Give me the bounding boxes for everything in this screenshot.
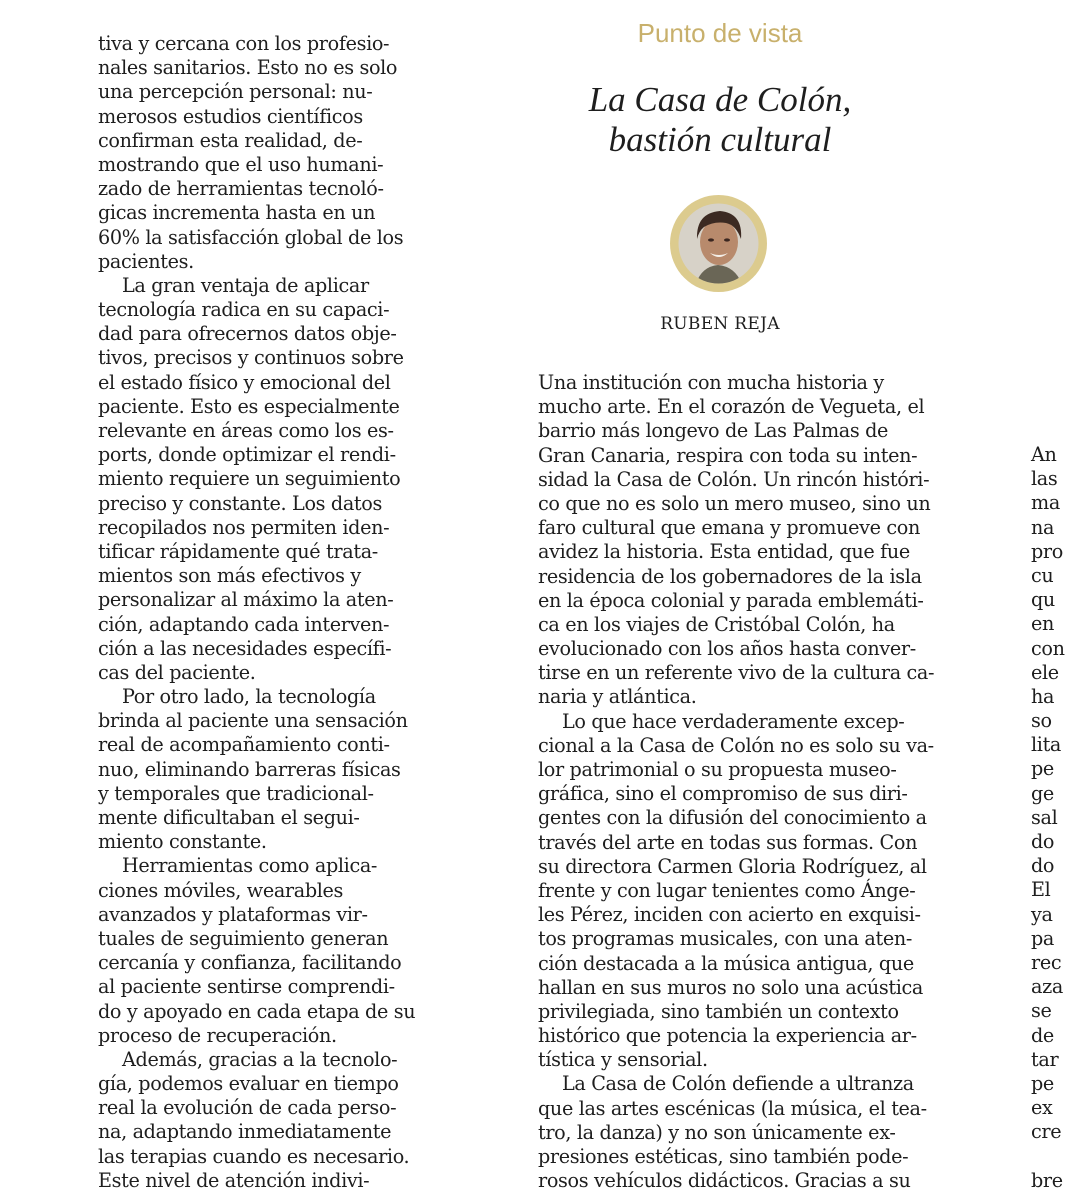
main-article-body bbox=[538, 371, 935, 1193]
left-column-line: La gran ventaja de aplicar bbox=[122, 273, 369, 297]
body-line: tística y sensorial. bbox=[538, 1048, 708, 1072]
right-column-line: qu bbox=[1031, 588, 1055, 612]
right-column-line: cre bbox=[1031, 1120, 1062, 1144]
right-column-line: pe bbox=[1031, 757, 1054, 781]
body-line: privilegiada, sino también un contexto bbox=[538, 999, 899, 1023]
left-column-line: al paciente sentirse comprendi- bbox=[98, 975, 395, 999]
body-line: tro, la danza) y no son únicamente ex- bbox=[538, 1120, 896, 1144]
headline-line-1: La Casa de Colón, bbox=[588, 80, 852, 119]
right-column-line: ele bbox=[1031, 660, 1059, 684]
body-line: faro cultural que emana y promueve con bbox=[538, 516, 921, 540]
body-line: residencia de los gobernadores de la isla bbox=[538, 564, 922, 588]
left-column-line: ciones móviles, wearables bbox=[98, 878, 344, 902]
left-column-line: cas del paciente. bbox=[98, 660, 256, 684]
body-line: hallan en sus muros no solo una acústica bbox=[538, 975, 924, 999]
left-column-line: Además, gracias a la tecnolo- bbox=[122, 1047, 398, 1071]
left-column-line: una percepción personal: nu- bbox=[98, 80, 373, 104]
body-line: Lo que hace verdaderamente excep- bbox=[562, 709, 905, 733]
left-column-line: las terapias cuando es necesario. bbox=[98, 1144, 410, 1168]
right-column-line: cu bbox=[1031, 563, 1054, 587]
left-column-line: gía, podemos evaluar en tiempo bbox=[98, 1072, 399, 1096]
body-line: tirse en un referente vivo de la cultura ca- bbox=[538, 661, 935, 685]
body-line: avidez la historia. Esta entidad, que fue bbox=[538, 540, 910, 564]
left-column-line: merosos estudios científicos bbox=[98, 104, 363, 128]
body-line: La Casa de Colón defiende a ultranza bbox=[562, 1072, 914, 1096]
left-column-line: nales sanitarios. Esto no es solo bbox=[98, 56, 398, 80]
left-column-line: y temporales que tradicional- bbox=[98, 781, 374, 805]
left-column-line: zado de herramientas tecnoló- bbox=[98, 177, 384, 201]
body-line: gráfica, sino el compromiso de sus diri- bbox=[538, 782, 908, 806]
right-column-line: ha bbox=[1031, 684, 1055, 708]
body-line: sidad la Casa de Colón. Un rincón históri- bbox=[538, 467, 930, 491]
left-column-line: confirman esta realidad, de- bbox=[98, 128, 363, 152]
right-column-line: aza bbox=[1031, 975, 1063, 999]
left-column-line: na, adaptando inmediatamente bbox=[98, 1120, 392, 1144]
left-column-line: mostrando que el uso humani- bbox=[98, 152, 384, 176]
left-column-line: dad para ofrecernos datos obje- bbox=[98, 322, 397, 346]
right-column-line: tar bbox=[1031, 1047, 1059, 1071]
body-line: que las artes escénicas (la música, el tea- bbox=[538, 1096, 927, 1120]
right-article-column-cropped bbox=[1031, 443, 1071, 1193]
body-line: presiones estéticas, sino también pode- bbox=[538, 1145, 909, 1168]
left-column-line: brinda al paciente una sensación bbox=[98, 709, 408, 733]
right-column-line: ge bbox=[1031, 781, 1054, 805]
body-line: cional a la Casa de Colón no es solo su va- bbox=[538, 733, 934, 757]
body-line: evolucionado con los años hasta conver- bbox=[538, 637, 916, 661]
right-column-line: de bbox=[1031, 1023, 1054, 1047]
left-column-line: ports, donde optimizar el rendi- bbox=[98, 443, 396, 467]
left-column-line: pacientes. bbox=[98, 249, 194, 273]
body-line: barrio más longevo de Las Palmas de bbox=[538, 419, 889, 443]
body-line: ción destacada a la música antigua, que bbox=[538, 951, 914, 975]
left-column-line: real la evolución de cada perso- bbox=[98, 1096, 397, 1120]
left-column-line: miento requiere un seguimiento bbox=[98, 467, 401, 491]
left-column-line: personalizar al máximo la aten- bbox=[98, 588, 394, 612]
body-line: tos programas musicales, con una aten- bbox=[538, 927, 913, 951]
right-column-line: so bbox=[1031, 709, 1052, 733]
left-column-line: Por otro lado, la tecnología bbox=[122, 685, 376, 709]
body-line: co que no es solo un mero museo, sino un bbox=[538, 491, 931, 515]
body-line: frente y con lugar tenientes como Ánge- bbox=[538, 878, 916, 902]
left-column-line: ción a las necesidades específi- bbox=[98, 636, 392, 660]
left-column-line: preciso y constante. Los datos bbox=[98, 491, 382, 515]
right-column-line: El bbox=[1031, 878, 1051, 902]
body-line: rosos vehículos didácticos. Gracias a su bbox=[538, 1169, 911, 1193]
right-column-line: na bbox=[1031, 515, 1055, 539]
left-column-line: do y apoyado en cada etapa de su bbox=[98, 999, 416, 1023]
left-column-line: proceso de recuperación. bbox=[98, 1023, 337, 1047]
left-column-line: tificar rápidamente qué trata- bbox=[98, 539, 378, 563]
left-column-line: avanzados y plataformas vir- bbox=[98, 902, 368, 926]
right-column-line: pe bbox=[1031, 1071, 1054, 1095]
left-column-line: miento constante. bbox=[98, 830, 267, 854]
author-byline: RUBEN REJA bbox=[660, 314, 780, 334]
body-line: su directora Carmen Gloria Rodríguez, al bbox=[538, 854, 927, 878]
author-photo bbox=[670, 195, 767, 292]
left-column-line: recopilados nos permiten iden- bbox=[98, 515, 390, 539]
left-column-line: nuo, eliminando barreras físicas bbox=[98, 757, 401, 781]
body-line: naria y atlántica. bbox=[538, 685, 697, 709]
left-column-line: tiva y cercana con los profesio- bbox=[98, 32, 390, 55]
right-column-line: las bbox=[1031, 467, 1058, 491]
body-line: mucho arte. En el corazón de Vegueta, el bbox=[538, 395, 925, 419]
left-column-line: mientos son más efectivos y bbox=[98, 564, 361, 588]
left-article-column bbox=[98, 32, 416, 1193]
left-column-line: real de acompañamiento conti- bbox=[98, 733, 390, 757]
right-column-line: lita bbox=[1031, 733, 1062, 757]
left-column-line: paciente. Esto es especialmente bbox=[98, 394, 400, 418]
right-column-line: do bbox=[1031, 830, 1055, 853]
left-column-line: tivos, precisos y continuos sobre bbox=[98, 346, 404, 370]
headline-line-2: bastión cultural bbox=[608, 120, 832, 159]
right-column-line: pa bbox=[1031, 926, 1055, 950]
body-line: les Pérez, inciden con acierto en exquisi- bbox=[538, 903, 921, 927]
body-line: ca en los viajes de Cristóbal Colón, ha bbox=[538, 612, 895, 636]
left-column-line: relevante en áreas como los es- bbox=[98, 419, 394, 442]
right-column-line: se bbox=[1031, 999, 1052, 1023]
right-column-line: pro bbox=[1031, 539, 1063, 563]
body-line: histórico que potencia la experiencia ar- bbox=[538, 1024, 917, 1048]
left-column-line: Este nivel de atención indivi- bbox=[98, 1168, 370, 1192]
left-column-line: ción, adaptando cada interven- bbox=[98, 612, 390, 636]
left-column-line: tuales de seguimiento generan bbox=[98, 926, 389, 950]
right-column-line: An bbox=[1031, 443, 1057, 466]
left-column-line: tecnología radica en su capaci- bbox=[98, 298, 390, 322]
left-column-line: Herramientas como aplica- bbox=[122, 854, 378, 878]
right-column-line: ma bbox=[1031, 491, 1060, 515]
section-label: Punto de vista bbox=[637, 18, 803, 48]
headline bbox=[538, 80, 902, 160]
right-column-line: ex bbox=[1031, 1096, 1053, 1120]
right-column-line: do bbox=[1031, 854, 1055, 878]
body-line: Gran Canaria, respira con toda su inten- bbox=[538, 443, 918, 467]
right-column-line: con bbox=[1031, 636, 1065, 660]
body-line: través del arte en todas sus formas. Con bbox=[538, 830, 918, 854]
right-column-line: sal bbox=[1031, 805, 1058, 829]
right-column-line bbox=[1031, 1144, 1071, 1168]
left-column-line: gicas incrementa hasta en un bbox=[98, 201, 376, 225]
left-column-line: mente dificultaban el segui- bbox=[98, 806, 360, 829]
body-line: gentes con la difusión del conocimiento a bbox=[538, 806, 927, 830]
left-column-line: cercanía y confianza, facilitando bbox=[98, 951, 402, 975]
right-column-line: rec bbox=[1031, 950, 1062, 974]
right-column-line: ya bbox=[1031, 902, 1053, 926]
body-line: en la época colonial y parada emblemáti- bbox=[538, 588, 924, 612]
right-column-line: en bbox=[1031, 612, 1055, 636]
right-column-line: bre bbox=[1031, 1168, 1063, 1192]
body-line: Una institución con mucha historia y bbox=[538, 371, 884, 394]
body-line: lor patrimonial o su propuesta museo- bbox=[538, 758, 897, 781]
left-column-line: 60% la satisfacción global de los bbox=[98, 225, 404, 249]
left-column-line: el estado físico y emocional del bbox=[98, 370, 391, 394]
